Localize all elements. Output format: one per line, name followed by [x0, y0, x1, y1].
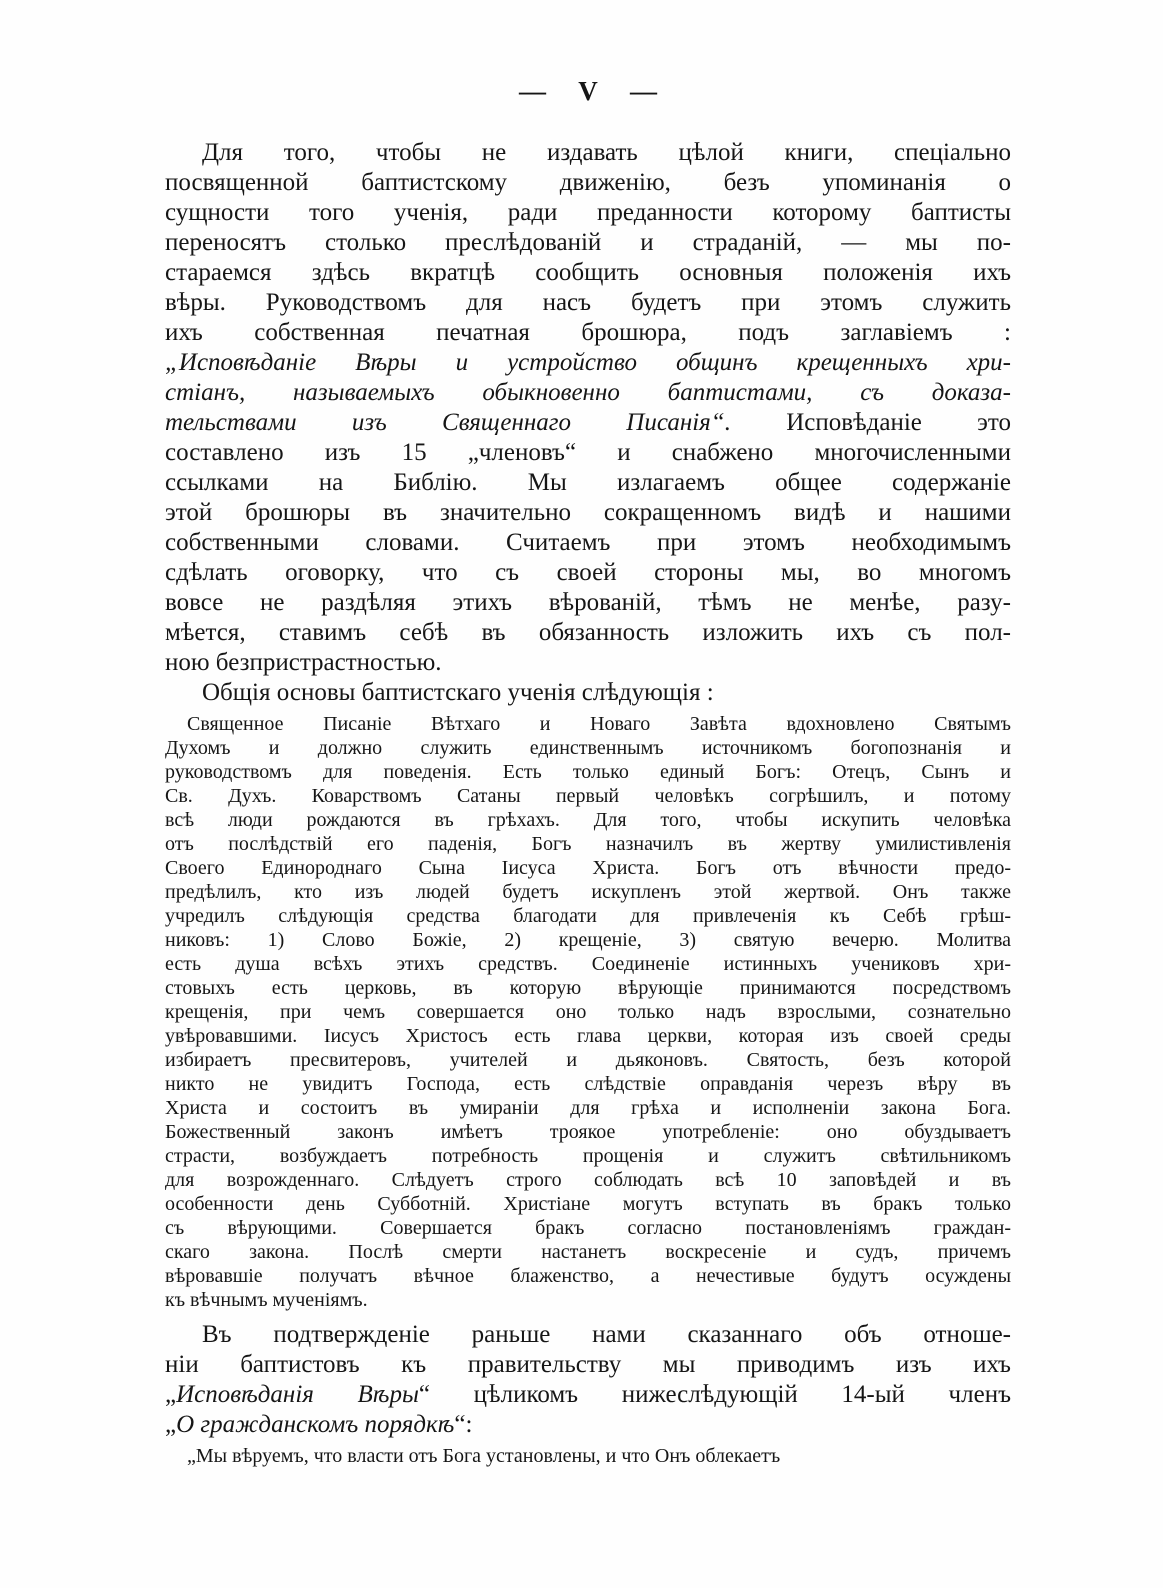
- text-segment: посвященной баптистскому движенію, безъ упоминанія о: [165, 169, 1011, 196]
- text-segment: Священное Писаніе Вѣтхаго и Новаго Завѣта вдохновлено Святымъ: [187, 713, 1011, 735]
- text-segment: всѣ люди рождаются въ грѣхахъ. Для того, чтобы искупить человѣка: [165, 809, 1011, 831]
- text-line: [165, 198, 1011, 228]
- italic-text-segment: Исповѣданія Вѣры: [176, 1381, 419, 1408]
- text-segment: переносятъ столько преслѣдованій и страданій, — мы по-: [165, 229, 1011, 256]
- text-segment: “ цѣликомъ нижеслѣдующій 14-ый членъ: [418, 1381, 1012, 1408]
- text-segment: предѣлилъ, кто изъ людей будетъ искупленъ этой жертвой. Онъ также: [165, 881, 1011, 903]
- paragraphs-container: [165, 138, 1011, 1468]
- text-segment: „: [165, 1411, 177, 1438]
- text-segment: съ вѣрующими. Совершается бракъ согласно постановленіямъ граждан-: [165, 1217, 1011, 1239]
- text-segment: ихъ собственная печатная брошюра, подъ заглавіемъ :: [165, 319, 1011, 346]
- text-line: [165, 1380, 1011, 1410]
- text-segment: страсти, возбуждаетъ потребность прощенія и служитъ свѣтильникомъ: [165, 1145, 1011, 1167]
- text-segment: Общія основы баптистскаго ученія слѣдующія :: [202, 679, 714, 706]
- text-segment: ніи баптистовъ къ правительству мы приводимъ изъ ихъ: [165, 1351, 1011, 1378]
- text-segment: стовыхъ есть церковь, въ которую вѣрующіе принимаются посредствомъ: [165, 977, 1011, 999]
- text-block: [165, 76, 1011, 1468]
- text-line: [165, 1168, 1011, 1192]
- text-segment: отъ послѣдствій его паденія, Богъ назначилъ въ жертву умилистивленія: [165, 833, 1011, 855]
- text-line: [165, 856, 1011, 880]
- text-segment: скаго закона. Послѣ смерти настанетъ воскресеніе и судъ, причемъ: [165, 1241, 1011, 1263]
- text-segment: Для того, чтобы не издавать цѣлой книги, спеціально: [202, 139, 1011, 166]
- text-line: [165, 468, 1011, 498]
- text-line: [165, 952, 1011, 976]
- quote-opening-paragraph: [165, 1444, 1011, 1468]
- italic-text-segment: тельствами изъ Священнаго Писанія“.: [165, 409, 731, 436]
- text-segment: Св. Духъ. Коварствомъ Сатаны первый человѣкъ согрѣшилъ, и потому: [165, 785, 1011, 807]
- text-line: [165, 558, 1011, 588]
- text-segment: ссылками на Библію. Мы излагаемъ общее содержаніе: [165, 469, 1011, 496]
- text-segment: есть душа всѣхъ этихъ средствъ. Соединеніе истинныхъ учениковъ хри-: [165, 953, 1011, 975]
- text-line: [165, 760, 1011, 784]
- text-line: [165, 138, 1011, 168]
- text-line: [165, 1048, 1011, 1072]
- text-segment: „: [165, 1381, 177, 1408]
- text-segment: сущности того ученія, ради преданности которому баптисты: [165, 199, 1011, 226]
- text-segment: сдѣлать оговорку, что съ своей стороны мы, во многомъ: [165, 559, 1011, 586]
- text-segment: ною безпристрастностью.: [165, 649, 442, 676]
- text-line: [165, 1444, 1011, 1468]
- text-segment: для возрожденнаго. Слѣдуетъ строго соблюдать всѣ 10 заповѣдей и въ: [165, 1169, 1011, 1191]
- text-line: [165, 438, 1011, 468]
- text-line: [165, 736, 1011, 760]
- text-line: [165, 1264, 1011, 1288]
- text-line: [165, 288, 1011, 318]
- text-segment: особенности день Субботній. Христіане могутъ вступать въ бракъ только: [165, 1193, 1011, 1215]
- text-line: [165, 1240, 1011, 1264]
- text-line: [165, 588, 1011, 618]
- text-line: [165, 928, 1011, 952]
- text-line: [165, 1024, 1011, 1048]
- text-line: [165, 1000, 1011, 1024]
- text-line: [165, 1120, 1011, 1144]
- text-line: [165, 498, 1011, 528]
- text-segment: никовъ: 1) Слово Божіе, 2) крещеніе, 3) святую вечерю. Молитва: [165, 929, 1011, 951]
- text-segment: мѣется, ставимъ себѣ въ обязанность изложить ихъ съ пол-: [165, 619, 1011, 646]
- text-segment: избираетъ пресвитеровъ, учителей и дьяконовъ. Святость, безъ которой: [165, 1049, 1011, 1071]
- text-line: [165, 408, 1011, 438]
- text-line: [165, 618, 1011, 648]
- doctrine-intro-paragraph: [165, 678, 1011, 708]
- text-line: [165, 976, 1011, 1000]
- text-segment: этой брошюры въ значительно сокращенномъ видѣ и нашими: [165, 499, 1011, 526]
- text-line: [165, 348, 1011, 378]
- text-segment: учредилъ слѣдующія средства благодати для привлеченія къ Себѣ грѣш-: [165, 905, 1011, 927]
- italic-text-segment: стіанъ, называемыхъ обыкновенно баптистами, съ доказа-: [165, 379, 1011, 406]
- text-segment: руководствомъ для поведенія. Есть только единый Богъ: Отецъ, Сынъ и: [165, 761, 1011, 783]
- text-line: [165, 1216, 1011, 1240]
- text-line: [165, 712, 1011, 736]
- text-segment: никто не увидитъ Господа, есть слѣдствіе оправданія черезъ вѣру въ: [165, 1073, 1011, 1095]
- text-segment: увѣровавшими. Іисусъ Христосъ есть глава церкви, которая изъ своей среды: [165, 1025, 1011, 1047]
- text-line: [165, 528, 1011, 558]
- text-segment: „Мы вѣруемъ, что власти отъ Бога установлены, и что Онъ облекаетъ: [187, 1445, 781, 1467]
- text-segment: къ вѣчнымъ мученіямъ.: [165, 1289, 368, 1311]
- italic-text-segment: „Исповѣданіе Вѣры и устройство общинъ крещенныхъ хри-: [165, 349, 1011, 376]
- text-segment: крещенія, при чемъ совершается оно только надъ взрослыми, сознательно: [165, 1001, 1011, 1023]
- doctrine-summary-paragraph: [165, 712, 1011, 1312]
- text-line: [165, 318, 1011, 348]
- text-line: [165, 258, 1011, 288]
- text-segment: Своего Единороднаго Сына Іисуса Христа. Богъ отъ вѣчности предо-: [165, 857, 1011, 879]
- text-line: [165, 1144, 1011, 1168]
- text-line: [165, 1096, 1011, 1120]
- text-line: [165, 880, 1011, 904]
- text-segment: “:: [454, 1411, 473, 1438]
- page-number: — V —: [518, 76, 658, 106]
- text-line: [165, 1288, 1011, 1312]
- text-line: [165, 808, 1011, 832]
- text-segment: Божественный законъ имѣетъ троякое употребленіе: оно обуздываетъ: [165, 1121, 1011, 1143]
- text-line: [165, 1320, 1011, 1350]
- italic-text-segment: О гражданскомъ порядкѣ: [176, 1411, 455, 1438]
- text-segment: вѣровавшіе получатъ вѣчное блаженство, а нечестивые будутъ осуждены: [165, 1265, 1011, 1287]
- text-line: [165, 1410, 1011, 1440]
- text-line: [165, 832, 1011, 856]
- text-segment: Въ подтвержденіе раньше нами сказаннаго объ отноше-: [202, 1321, 1011, 1348]
- text-segment: Духомъ и должно служить единственнымъ источникомъ богопознанія и: [165, 737, 1011, 759]
- text-segment: Исповѣданіе это: [730, 409, 1011, 436]
- text-segment: вовсе не раздѣляя этихъ вѣрованій, тѣмъ не менѣе, разу-: [165, 589, 1011, 616]
- page-header: [165, 76, 1011, 106]
- text-line: [165, 678, 1011, 708]
- text-line: [165, 1072, 1011, 1096]
- text-segment: стараемся здѣсь вкратцѣ сообщить основныя положенія ихъ: [165, 259, 1011, 286]
- text-line: [165, 784, 1011, 808]
- text-segment: вѣры. Руководствомъ для насъ будетъ при этомъ служить: [165, 289, 1011, 316]
- text-segment: составлено изъ 15 „членовъ“ и снабжено многочисленными: [165, 439, 1011, 466]
- opening-paragraph: [165, 138, 1011, 678]
- text-line: [165, 228, 1011, 258]
- text-segment: собственными словами. Считаемъ при этомъ необходимымъ: [165, 529, 1011, 556]
- text-line: [165, 1192, 1011, 1216]
- confirmation-paragraph: [165, 1320, 1011, 1440]
- text-line: [165, 904, 1011, 928]
- text-line: [165, 378, 1011, 408]
- text-line: [165, 168, 1011, 198]
- text-line: [165, 648, 1011, 678]
- text-segment: Христа и состоитъ въ умираніи для грѣха и исполненіи закона Бога.: [165, 1097, 1011, 1119]
- text-line: [165, 1350, 1011, 1380]
